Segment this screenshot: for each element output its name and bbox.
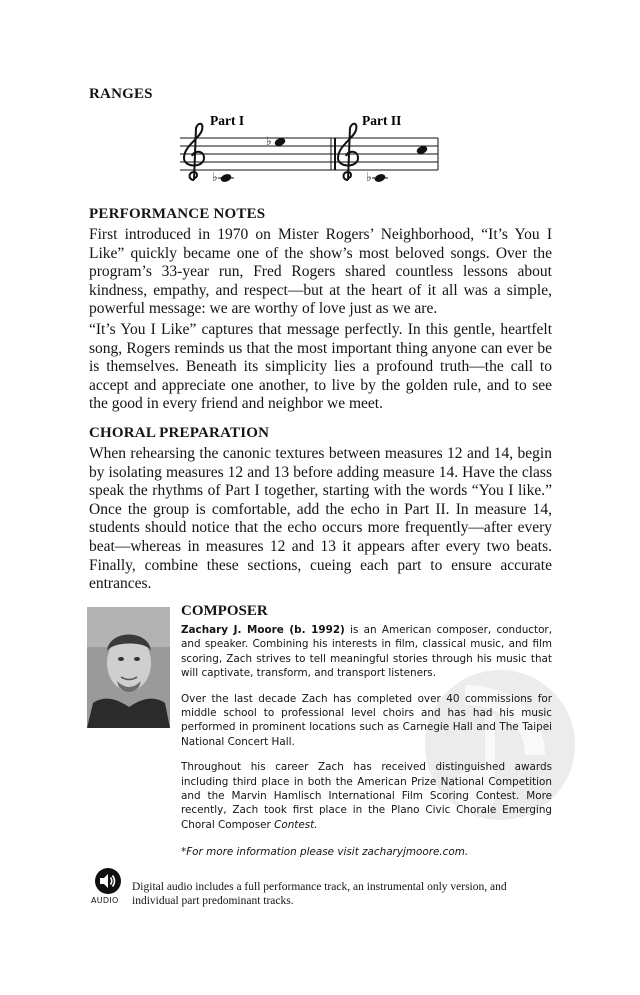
composer-bio-2: Over the last decade Zach has completed over 40 commissions for middle school to professional level choirs and has had his music performed in prominent locations such as Carnegie Hall and The Taipei National Concert Hall. bbox=[181, 692, 552, 748]
choral-preparation-heading: CHORAL PREPARATION bbox=[89, 425, 270, 441]
svg-text:♭: ♭ bbox=[266, 134, 272, 148]
performance-notes-paragraph: First introduced in 1970 on Mister Rogers’ Neighborhood, “It’s You I Like” quickly became one of the show’s most beloved songs. Over the program’s 33-year run, Fred Rogers shared countless lessons about kindness, empathy, and respect—but at the heart of it all was a simple, powerful message: we are worthy of love just as we are. bbox=[89, 226, 552, 318]
audio-note: Digital audio includes a full performance track, an instrumental only version, and individual part predominant tracks. bbox=[132, 881, 507, 907]
performance-notes-heading: PERFORMANCE NOTES bbox=[89, 206, 266, 222]
composer-section bbox=[181, 603, 552, 858]
speaker-icon bbox=[94, 867, 122, 895]
part1-label: Part I bbox=[210, 113, 245, 128]
svg-text:♭: ♭ bbox=[366, 170, 372, 184]
choral-preparation-paragraph: When rehearsing the canonic textures between measures 12 and 14, begin by isolating measures 12 and 13 before adding measure 14. Have the class speak the rhythms of Part I together, starting with the words “You I like.” Once the group is comfortable, add the echo in Part II. In measure 14, students should notice that the echo occurs more frequently—after every beat—whereas in measures 12 and 13 it appears after every two beats. Finally, combine these sections, cueing each part to ensure accurate entrances. bbox=[89, 445, 552, 593]
part2-label: Part II bbox=[362, 113, 402, 128]
composer-photo bbox=[87, 607, 170, 728]
treble-clef-icon bbox=[338, 124, 358, 180]
composer-bio-3-text: Throughout his career Zach has received distinguished awards including third place in both the American Prize National Competition and the Marvin Hamlisch International Film Scoring Contest. More recently, Zach took first place in the Plano Civic Chorale Emerging Choral Composer bbox=[181, 761, 552, 831]
svg-text:♭: ♭ bbox=[212, 170, 218, 184]
part1-low-note bbox=[212, 170, 234, 184]
composer-heading: COMPOSER bbox=[181, 603, 268, 619]
ranges-staff bbox=[176, 108, 442, 188]
composer-bio-3 bbox=[181, 760, 552, 832]
composer-bio-1-text: is an American composer, conductor, and speaker. Combining his interests in film, classical music, and film scoring, Zach strives to tell meaningful stories through his music that will captivate, transform, and transport listeners. bbox=[181, 624, 553, 680]
composer-name: Zachary J. Moore (b. 1992) bbox=[181, 624, 345, 636]
composer-bio-3-italic: Contest. bbox=[274, 818, 318, 831]
audio-label: AUDIO bbox=[91, 896, 119, 905]
treble-clef-icon bbox=[184, 124, 204, 180]
staff-lines bbox=[180, 138, 438, 170]
part2-low-note bbox=[366, 170, 388, 184]
composer-bio-1 bbox=[181, 623, 552, 681]
performance-notes-paragraph: “It’s You I Like” captures that message perfectly. In this gentle, heartfelt song, Rogers reminds us that the most important thing anyone can ever be is themselves. Beneath its simplicity lies a profound truth—the call to accept and appreciate one another, to live by the golden rule, and to see the good in every friend and neighbor we meet. bbox=[89, 321, 552, 413]
more-info-note: *For more information please visit zacharyjmoore.com. bbox=[181, 846, 469, 859]
ranges-heading: RANGES bbox=[89, 86, 153, 102]
